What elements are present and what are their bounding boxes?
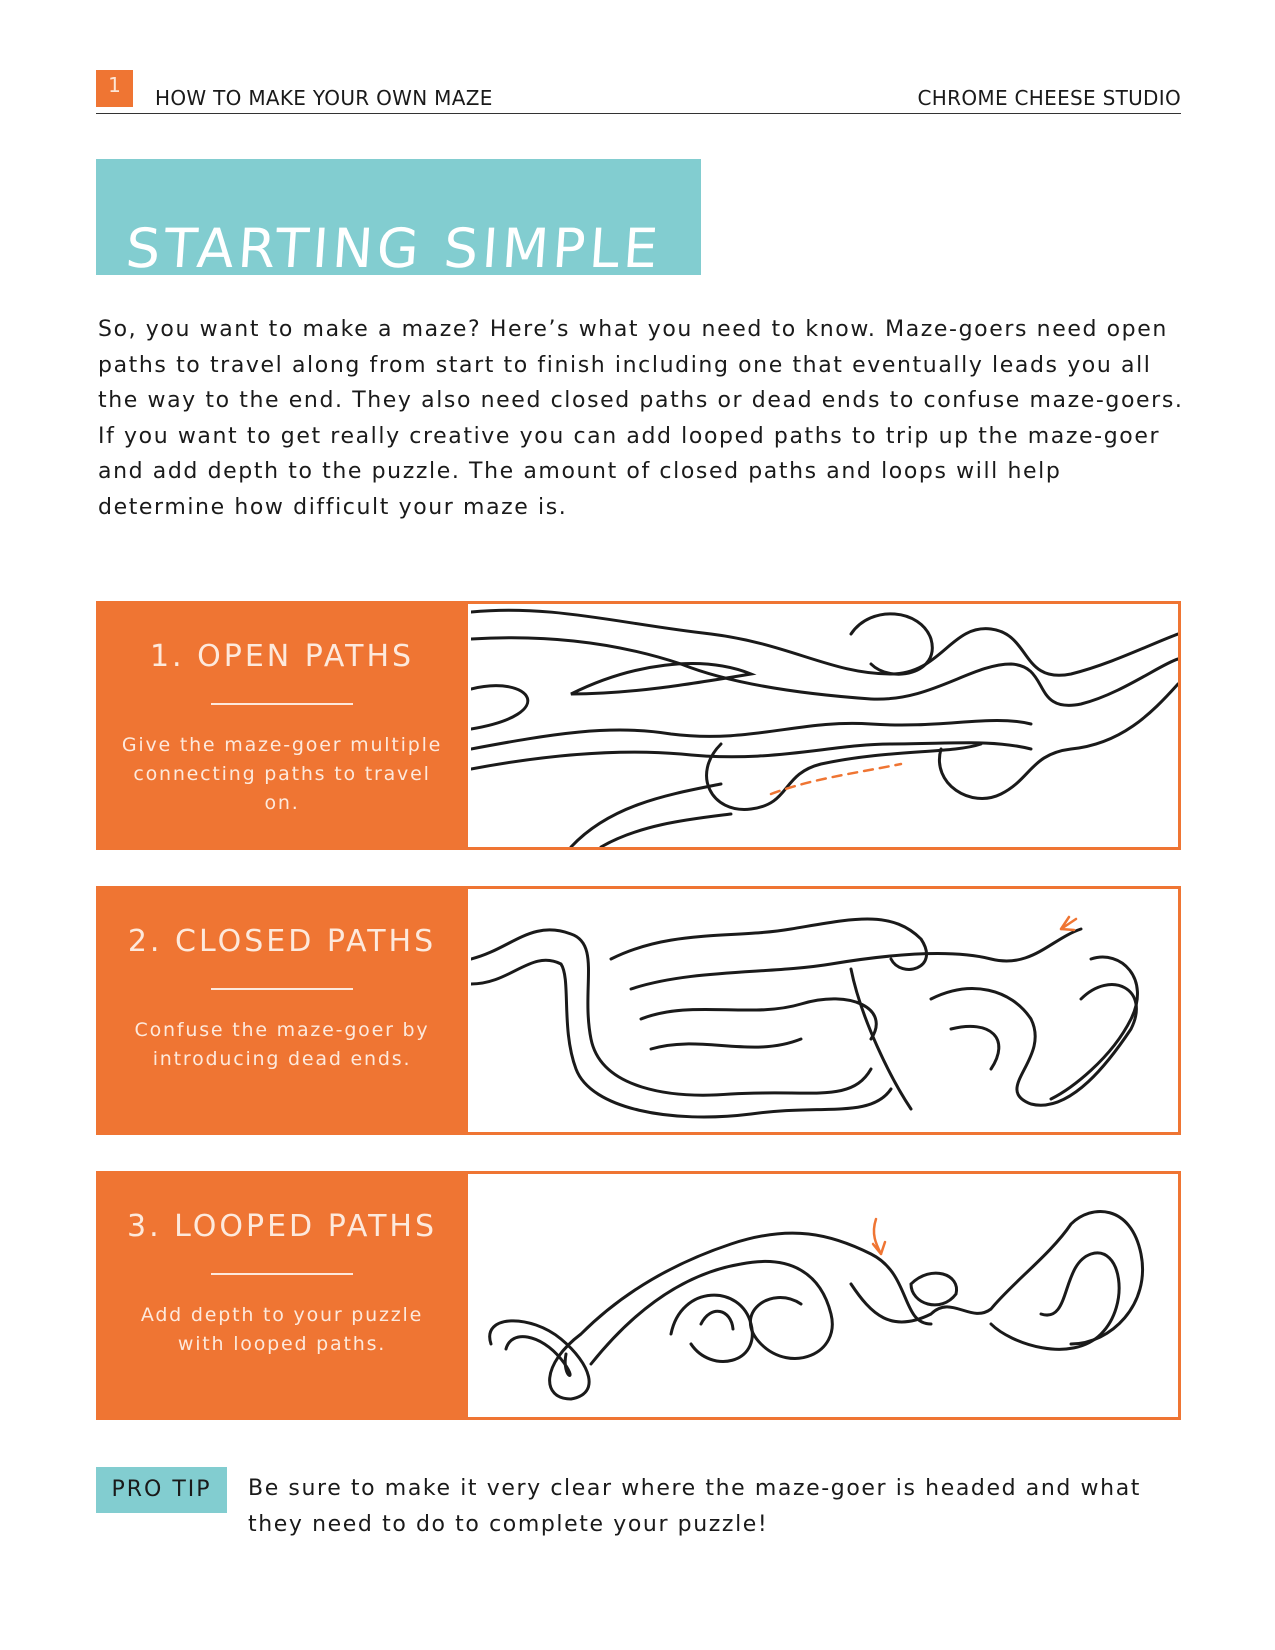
looped-paths-maze-illustration: [471, 1174, 1178, 1417]
panel-looped-paths: [96, 1171, 1181, 1420]
panel-description: Add depth to your puzzle with looped paths.: [140, 1304, 424, 1355]
open-paths-maze-illustration: [471, 604, 1178, 847]
panel-label: [96, 601, 468, 850]
studio-name: CHROME CHEESE STUDIO: [917, 86, 1181, 110]
title-banner: [96, 159, 701, 281]
panel-description: Give the maze-goer multiple connecting paths to travel on.: [121, 734, 443, 814]
panel-heading: 2. CLOSED PATHS: [127, 924, 437, 959]
panel-divider: [211, 988, 353, 990]
panel-description: Confuse the maze-goer by introducing dead ends.: [134, 1019, 430, 1070]
panel-label: [96, 1171, 468, 1420]
panel-label: [96, 886, 468, 1135]
page-number-badge: 1: [96, 70, 133, 107]
pro-tip-text: Be sure to make it very clear where the maze-goer is headed and what they need to do to complete your puzzle!: [248, 1476, 1142, 1537]
panel-divider: [211, 703, 353, 705]
panel-heading: 3. LOOPED PATHS: [126, 1209, 437, 1244]
panel-open-paths: [96, 601, 1181, 850]
page-title: STARTING SIMPLE: [123, 217, 664, 281]
panel-closed-paths: [96, 886, 1181, 1135]
document-title: HOW TO MAKE YOUR OWN MAZE: [155, 86, 493, 110]
panel-heading: 1. OPEN PATHS: [149, 639, 415, 674]
closed-paths-maze-illustration: [471, 889, 1178, 1132]
intro-paragraph: So, you want to make a maze? Here’s what you need to know. Maze-goers need open paths to travel along from start to finish including one that eventually leads you all the way to the end. They also need closed paths or dead ends to confuse maze-goers. If you want to get really creative you can add looped paths to trip up the maze-goer and add depth to the puzzle. The amount of closed paths and loops will help determine how difficult your maze is.: [98, 317, 1184, 520]
panel-divider: [211, 1273, 353, 1275]
pro-tip-badge: PRO TIP: [96, 1467, 227, 1513]
header-divider: [96, 113, 1181, 114]
